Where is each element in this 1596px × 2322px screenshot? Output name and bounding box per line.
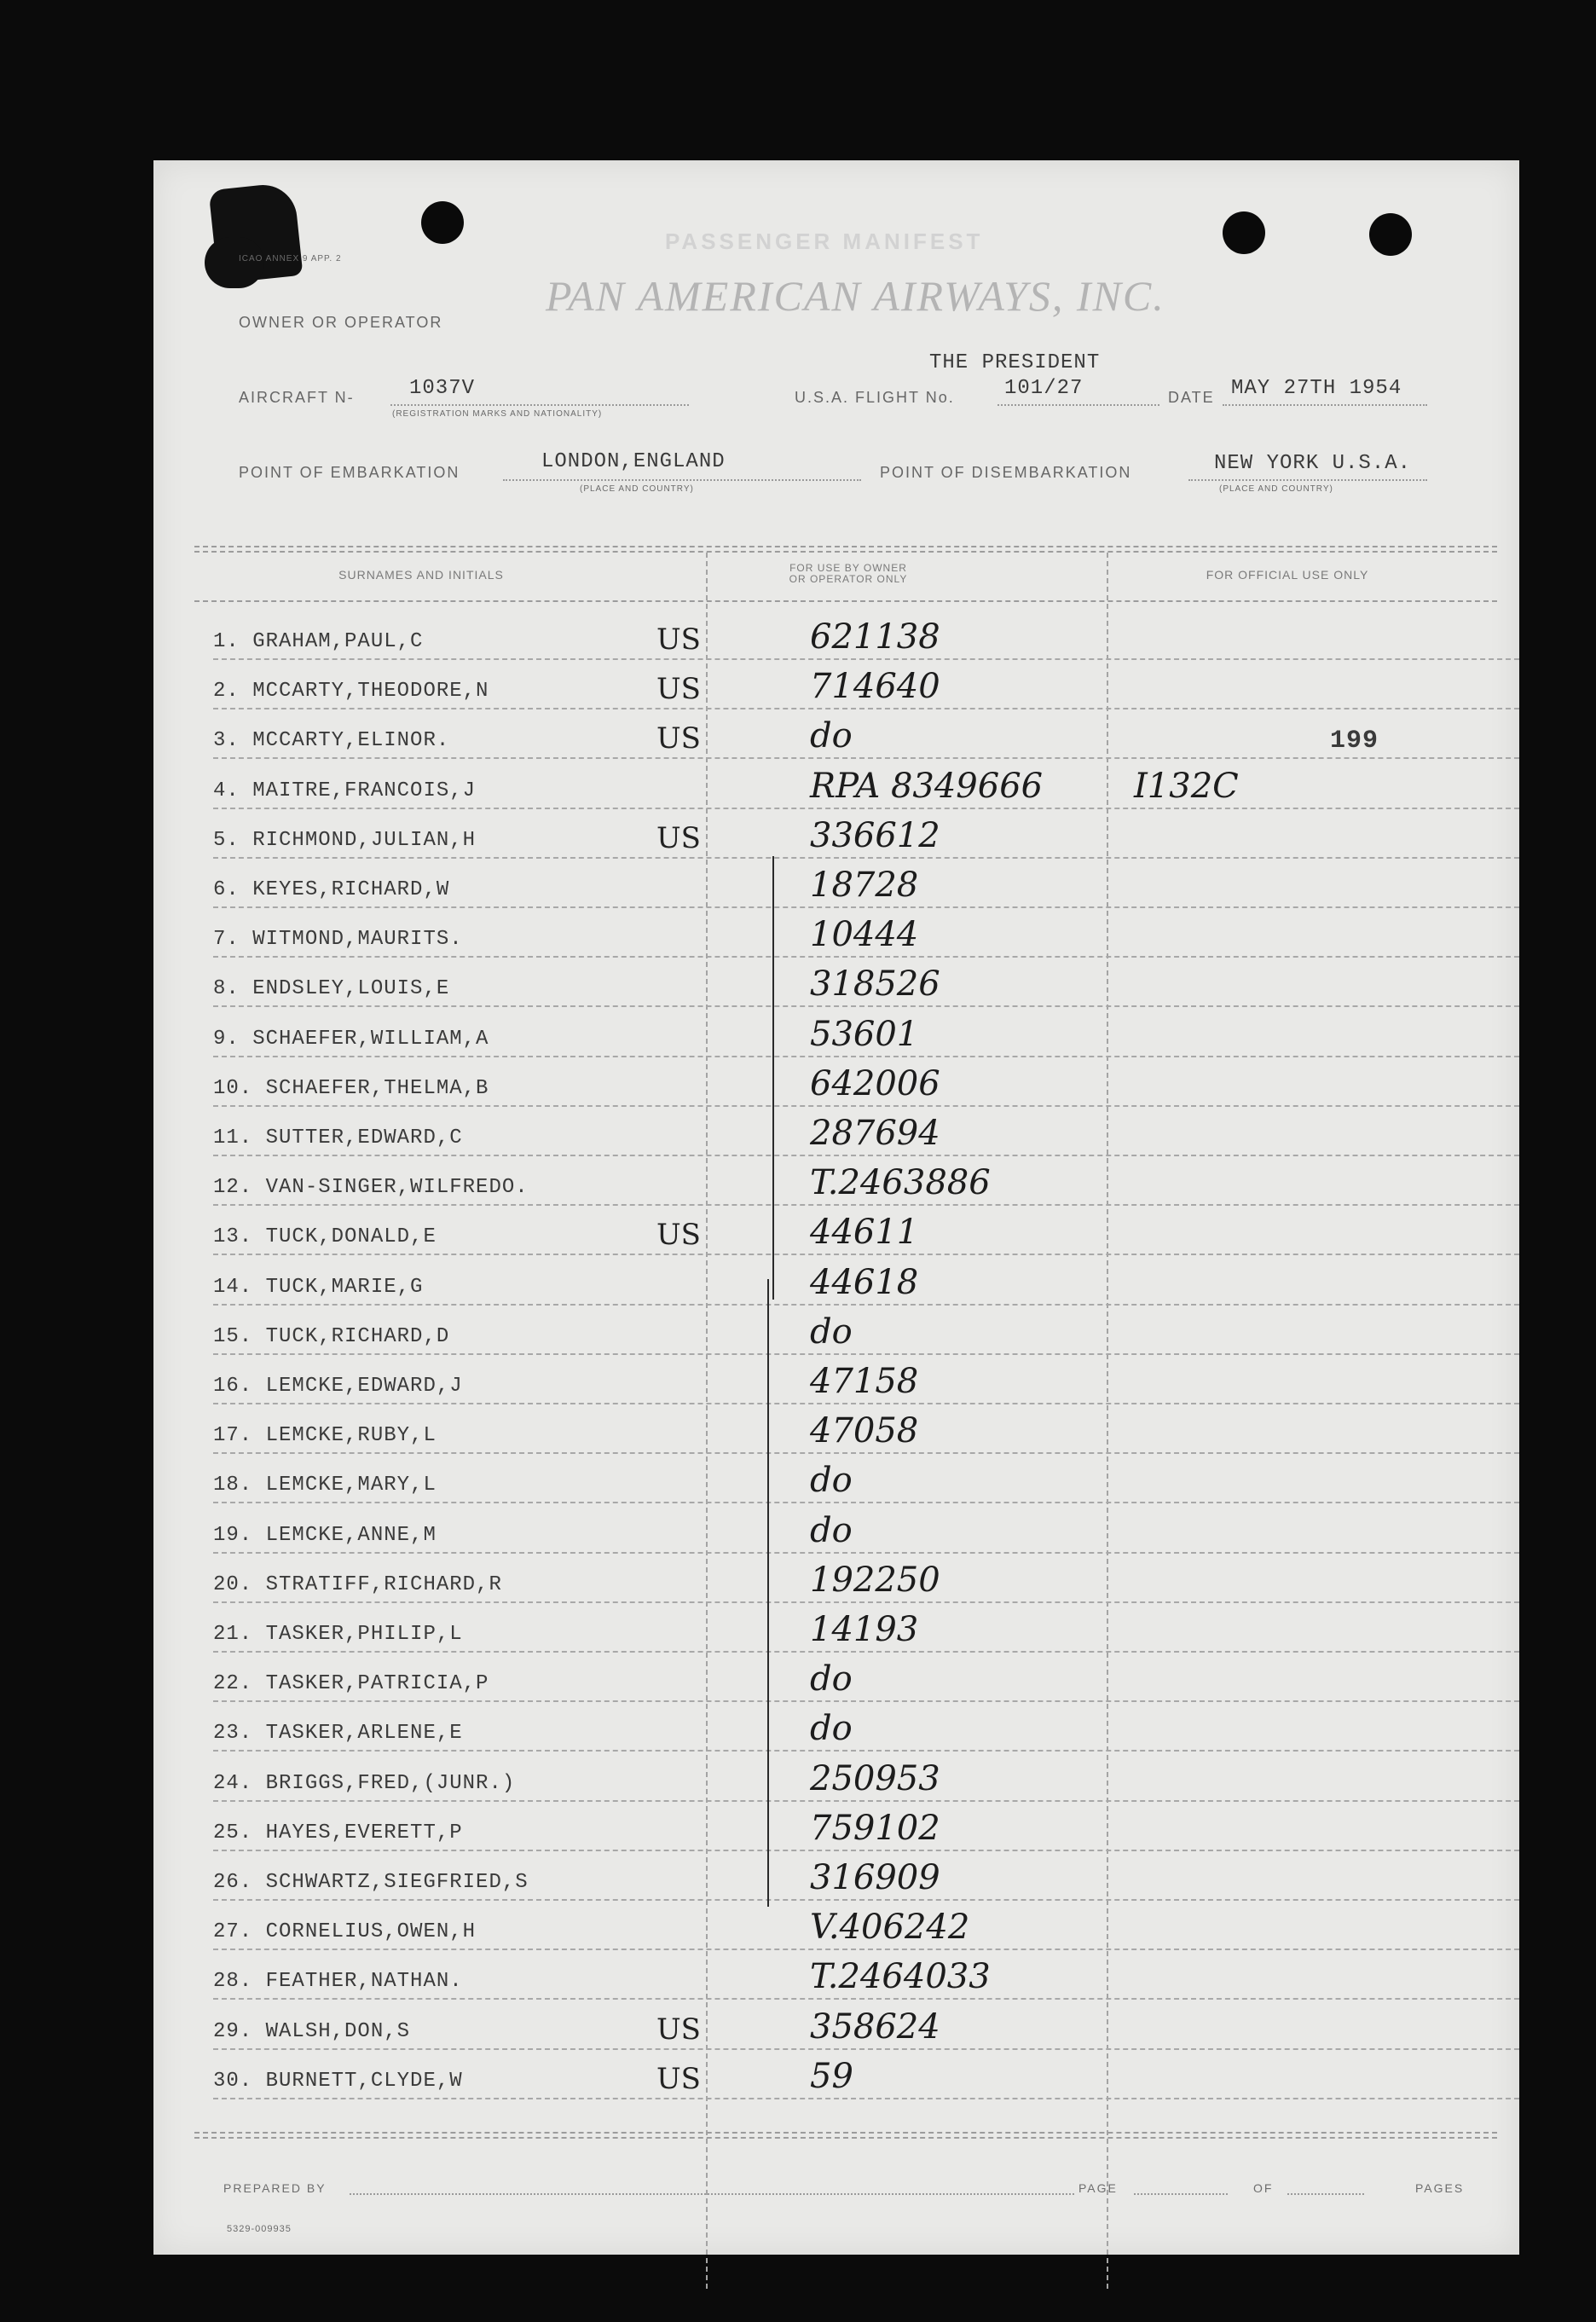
flight-name: THE PRESIDENT — [929, 351, 1101, 374]
passenger-name: 5. RICHMOND,JULIAN,H — [213, 828, 477, 852]
handwritten-mark: US — [656, 1218, 701, 1253]
table-row — [153, 2001, 1519, 2050]
passenger-name: 10. SCHAEFER,THELMA,B — [213, 1076, 489, 1100]
table-row — [153, 1206, 1519, 1255]
table-top-rule — [194, 551, 1497, 553]
aircraft-caption: (REGISTRATION MARKS AND NATIONALITY) — [392, 409, 603, 419]
passenger-name: 20. STRATIFF,RICHARD,R — [213, 1572, 502, 1596]
table-row — [153, 1057, 1519, 1107]
owner-use-header-line1: FOR USE BY OWNER — [789, 562, 907, 574]
date-label: DATE — [1168, 389, 1215, 406]
passenger-name: 28. FEATHER,NATHAN. — [213, 1970, 463, 1994]
table-row — [153, 1653, 1519, 1702]
passenger-name: 19. LEMCKE,ANNE,M — [213, 1523, 437, 1547]
passport-number: do — [810, 1659, 853, 1700]
embarkation-value: LONDON,ENGLAND — [541, 450, 726, 473]
table-row — [153, 859, 1519, 908]
table-row — [153, 1702, 1519, 1752]
passenger-name: 6. KEYES,RICHARD,W — [213, 878, 450, 901]
passport-number: 44611 — [810, 1213, 919, 1253]
passenger-name: 15. TUCK,RICHARD,D — [213, 1324, 450, 1348]
prepared-by-label: PREPARED BY — [223, 2181, 327, 2195]
header-bottom-rule — [194, 600, 1497, 602]
company-name: PAN AMERICAN AIRWAYS, INC. — [546, 272, 1165, 320]
handwritten-mark: US — [656, 721, 701, 756]
passport-number: 714640 — [810, 667, 940, 707]
table-row — [153, 611, 1519, 660]
table-row — [153, 660, 1519, 709]
passenger-name: 7. WITMOND,MAURITS. — [213, 928, 463, 952]
passenger-name: 17. LEMCKE,RUBY,L — [213, 1424, 437, 1448]
ditto-bracket — [767, 1279, 769, 1907]
passport-number: 44618 — [810, 1262, 919, 1302]
passenger-name: 16. LEMCKE,EDWARD,J — [213, 1375, 463, 1398]
passenger-name: 12. VAN-SINGER,WILFREDO. — [213, 1176, 529, 1200]
passport-number: do — [810, 1312, 853, 1352]
form-title: PASSENGER MANIFEST — [665, 229, 984, 254]
aircraft-value: 1037V — [409, 377, 476, 400]
passport-number: 192250 — [810, 1560, 940, 1600]
passenger-name: 30. BURNETT,CLYDE,W — [213, 2069, 463, 2093]
handwritten-mark: US — [656, 2061, 701, 2096]
passenger-name: 1. GRAHAM,PAUL,C — [213, 630, 424, 653]
table-row — [153, 1901, 1519, 1950]
table-row — [153, 1851, 1519, 1901]
handwritten-mark: US — [656, 672, 701, 707]
date-value: MAY 27TH 1954 — [1231, 377, 1402, 400]
passport-number: 47058 — [810, 1411, 919, 1451]
passport-number: 10444 — [810, 915, 919, 955]
passport-number: do — [810, 716, 853, 756]
passport-number: 18728 — [810, 866, 919, 905]
table-row — [153, 1404, 1519, 1454]
passport-number: 316909 — [810, 1858, 940, 1897]
embarkation-label: POINT OF EMBARKATION — [239, 464, 460, 481]
handwritten-mark: US — [656, 820, 701, 855]
table-row — [153, 1752, 1519, 1802]
passenger-name: 27. CORNELIUS,OWEN,H — [213, 1920, 477, 1944]
handwritten-mark: US — [656, 622, 701, 657]
table-row — [153, 760, 1519, 809]
punch-hole — [1223, 211, 1265, 254]
passenger-name: 4. MAITRE,FRANCOIS,J — [213, 779, 477, 802]
passenger-name: 21. TASKER,PHILIP,L — [213, 1623, 463, 1646]
owner-use-header — [708, 563, 989, 585]
punch-hole — [1369, 213, 1412, 256]
of-label: OF — [1253, 2181, 1274, 2195]
manifest-sheet — [153, 160, 1519, 2255]
flight-value: 101/27 — [1004, 377, 1084, 400]
official-note: I132C — [1134, 766, 1239, 806]
surnames-header: SURNAMES AND INITIALS — [338, 568, 504, 582]
passport-number: T.2464033 — [810, 1957, 991, 1997]
table-top-rule — [194, 546, 1497, 547]
form-number: 5329-009935 — [227, 2224, 292, 2234]
table-row — [153, 1355, 1519, 1404]
page-label: PAGE — [1078, 2181, 1118, 2195]
passport-number: T.2463886 — [810, 1163, 991, 1203]
owner-use-header-line2: OR OPERATOR ONLY — [789, 573, 908, 585]
passport-number: 14193 — [810, 1610, 919, 1649]
table-row — [153, 1306, 1519, 1355]
table-row — [153, 809, 1519, 859]
of-line — [1287, 2193, 1364, 2195]
table-row — [153, 1950, 1519, 2000]
table-row — [153, 958, 1519, 1007]
punch-hole — [421, 201, 464, 244]
passenger-name: 3. MCCARTY,ELINOR. — [213, 729, 450, 753]
table-row — [153, 1008, 1519, 1057]
table-bottom-rule — [194, 2132, 1497, 2134]
passenger-name: 25. HAYES,EVERETT,P — [213, 1821, 463, 1844]
handwritten-mark: US — [656, 2012, 701, 2047]
passenger-name: 11. SUTTER,EDWARD,C — [213, 1126, 463, 1149]
passenger-name: 2. MCCARTY,THEODORE,N — [213, 680, 489, 704]
table-row — [153, 1256, 1519, 1306]
passport-number: 59 — [810, 2056, 853, 2096]
table-row — [153, 1454, 1519, 1503]
prepared-by-line — [350, 2193, 1074, 2195]
passenger-name: 8. ENDSLEY,LOUIS,E — [213, 977, 450, 1001]
disembarkation-label: POINT OF DISEMBARKATION — [880, 464, 1132, 481]
passenger-name: 14. TUCK,MARIE,G — [213, 1275, 424, 1299]
aircraft-label: AIRCRAFT N- — [239, 389, 355, 406]
embarkation-line — [503, 479, 861, 481]
passport-number: RPA 8349666 — [810, 766, 1044, 806]
ditto-bracket — [772, 856, 774, 1300]
table-row — [153, 1802, 1519, 1851]
official-note: 199 — [1330, 727, 1379, 756]
passport-number: 53601 — [810, 1014, 919, 1054]
passport-number: do — [810, 1709, 853, 1749]
passenger-name: 24. BRIGGS,FRED,(JUNR.) — [213, 1771, 516, 1795]
owner-label: OWNER OR OPERATOR — [239, 314, 443, 331]
disembarkation-line — [1188, 479, 1427, 481]
passenger-name: 13. TUCK,DONALD,E — [213, 1225, 437, 1249]
page-line — [1134, 2193, 1228, 2195]
flight-line — [998, 404, 1159, 406]
form-reference: ICAO ANNEX 9 APP. 2 — [239, 254, 342, 263]
row-line — [213, 2098, 1519, 2099]
passport-number: 47158 — [810, 1362, 919, 1401]
passport-number: 318526 — [810, 964, 940, 1005]
passenger-name: 22. TASKER,PATRICIA,P — [213, 1672, 489, 1696]
table-row — [153, 1603, 1519, 1653]
passport-number: 358624 — [810, 2006, 940, 2047]
table-row — [153, 1504, 1519, 1554]
table-row — [153, 2050, 1519, 2099]
passenger-name: 26. SCHWARTZ,SIEGFRIED,S — [213, 1871, 529, 1894]
disembarkation-value: NEW YORK U.S.A. — [1214, 452, 1412, 475]
passport-number: 250953 — [810, 1758, 940, 1798]
passenger-name: 23. TASKER,ARLENE,E — [213, 1722, 463, 1746]
date-line — [1223, 404, 1427, 406]
flight-label: U.S.A. FLIGHT No. — [795, 389, 955, 406]
passenger-name: 29. WALSH,DON,S — [213, 2019, 411, 2043]
table-row — [153, 709, 1519, 759]
passport-number: do — [810, 1510, 853, 1550]
passenger-name: 9. SCHAEFER,WILLIAM,A — [213, 1027, 489, 1051]
passport-number: do — [810, 1461, 853, 1501]
passport-number: 621138 — [810, 617, 940, 657]
passport-number: 287694 — [810, 1114, 940, 1153]
embarkation-caption: (PLACE AND COUNTRY) — [580, 484, 694, 494]
passport-number: 642006 — [810, 1063, 940, 1103]
passport-number: 759102 — [810, 1808, 940, 1848]
aircraft-line — [390, 404, 689, 406]
pages-label: PAGES — [1415, 2181, 1465, 2195]
table-row — [153, 908, 1519, 958]
official-use-header: FOR OFFICIAL USE ONLY — [1206, 568, 1369, 582]
table-bottom-rule — [194, 2137, 1497, 2139]
passenger-name: 18. LEMCKE,MARY,L — [213, 1474, 437, 1497]
table-row — [153, 1554, 1519, 1603]
passport-number: V.406242 — [810, 1908, 970, 1948]
table-row — [153, 1156, 1519, 1206]
passport-number: 336612 — [810, 815, 940, 855]
disembarkation-caption: (PLACE AND COUNTRY) — [1219, 484, 1333, 494]
table-row — [153, 1107, 1519, 1156]
